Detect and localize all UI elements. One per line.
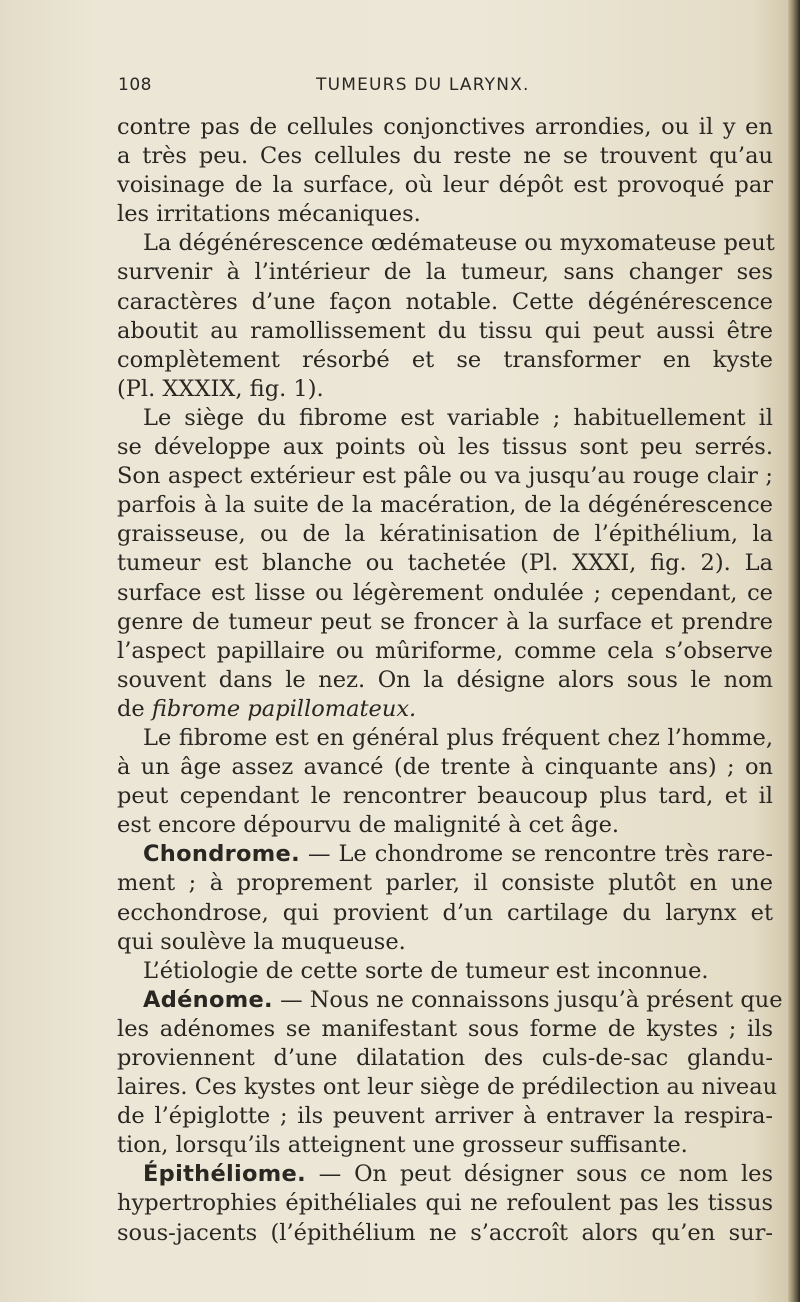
text-line: tumeur est blanche ou tachetée (Pl. XXXI, fig. 2). La	[117, 550, 773, 577]
text-line: se développe aux points où les tissus sont peu serrés.	[117, 434, 773, 461]
text-line: à un âge assez avancé (de trente à cinquante ans) ; on	[117, 754, 773, 781]
italic-term: fibrome papillomateux.	[151, 695, 417, 722]
text-line: les adénomes se manifestant sous forme de kystes ; ils	[117, 1015, 773, 1042]
text-line: genre de tumeur peut se froncer à la surface et prendre	[117, 608, 773, 635]
text-line: ecchondrose, qui provient d’un cartilage du larynx et	[117, 899, 773, 926]
text-line	[117, 695, 773, 724]
text-line: La dégénérescence œdémateuse ou myxomateuse peut	[143, 230, 775, 257]
page-number: 108	[118, 75, 152, 95]
text-line: Son aspect extérieur est pâle ou va jusqu’au rouge clair ;	[117, 463, 773, 490]
text-line: aboutit au ramollissement du tissu qui peut aussi être	[117, 317, 773, 344]
text-fragment: de	[117, 695, 152, 722]
text-line: sous-jacents (l’épithélium ne s’accroît alors qu’en sur-	[117, 1219, 773, 1246]
text-line: l’aspect papillaire ou mûriforme, comme cela s’observe	[117, 637, 773, 664]
text-line: de l’épiglotte ; ils peuvent arriver à entraver la respira-	[117, 1103, 773, 1130]
section-heading-chondrome: Chondrome.	[143, 841, 300, 868]
text-fragment: — Le chondrome se rencontre très rare-	[299, 841, 773, 868]
text-line	[117, 840, 773, 869]
section-heading-epitheliome: Épithéliome.	[143, 1161, 306, 1188]
text-line: tion, lorsqu’ils atteignent une grosseur suffisante.	[117, 1132, 688, 1159]
text-line: Le fibrome est en général plus fréquent chez l’homme,	[143, 724, 773, 751]
text-line: caractères d’une façon notable. Cette dégénérescence	[117, 288, 773, 315]
text-line: proviennent d’une dilatation des culs-de-sac glandu-	[117, 1045, 773, 1071]
text-fragment: — Nous ne connaissons jusqu’à présent que	[272, 986, 783, 1013]
text-line: voisinage de la surface, où leur dépôt est provoqué par	[117, 172, 773, 199]
running-header	[118, 75, 773, 99]
text-line: hypertrophies épithéliales qui ne refoulent pas les tissus	[117, 1190, 773, 1217]
page-edge-shadow	[788, 0, 800, 1302]
text-line: graisseuse, ou de la kératinisation de l’épithélium, la	[117, 521, 773, 548]
text-fragment: — On peut désigner sous ce nom les	[305, 1161, 773, 1188]
text-line: survenir à l’intérieur de la tumeur, sans changer ses	[117, 259, 773, 286]
text-line	[117, 1160, 773, 1189]
text-line: est encore dépourvu de malignité à cet âge.	[117, 812, 620, 839]
text-line: laires. Ces kystes ont leur siège de prédilection au niveau	[117, 1074, 778, 1101]
text-line: complètement résorbé et se transformer en kyste	[117, 346, 773, 373]
text-line: L’étiologie de cette sorte de tumeur est inconnue.	[143, 957, 709, 984]
section-heading-adenome: Adénome.	[143, 986, 273, 1013]
text-line: les irritations mécaniques.	[117, 201, 421, 228]
body-text	[117, 113, 783, 1248]
text-line: a très peu. Ces cellules du reste ne se trouvent qu’au	[117, 143, 773, 170]
text-line	[117, 986, 783, 1015]
text-line: surface est lisse ou légèrement ondulée ; cependant, ce	[117, 579, 773, 606]
text-line: Le siège du fibrome est variable ; habituellement il	[143, 404, 773, 431]
text-line: ment ; à proprement parler, il consiste plutôt en une	[117, 870, 773, 897]
text-line: qui soulève la muqueuse.	[117, 928, 406, 955]
text-line: parfois à la suite de la macération, de la dégénérescence	[117, 492, 773, 519]
text-line: (Pl. XXXIX, fig. 1).	[117, 375, 324, 402]
running-title: TUMEURS DU LARYNX.	[316, 75, 530, 95]
text-line: contre pas de cellules conjonctives arrondies, ou il y en	[117, 114, 773, 140]
text-line: peut cependant le rencontrer beaucoup plus tard, et il	[117, 783, 773, 810]
text-line: souvent dans le nez. On la désigne alors sous le nom	[117, 666, 773, 693]
